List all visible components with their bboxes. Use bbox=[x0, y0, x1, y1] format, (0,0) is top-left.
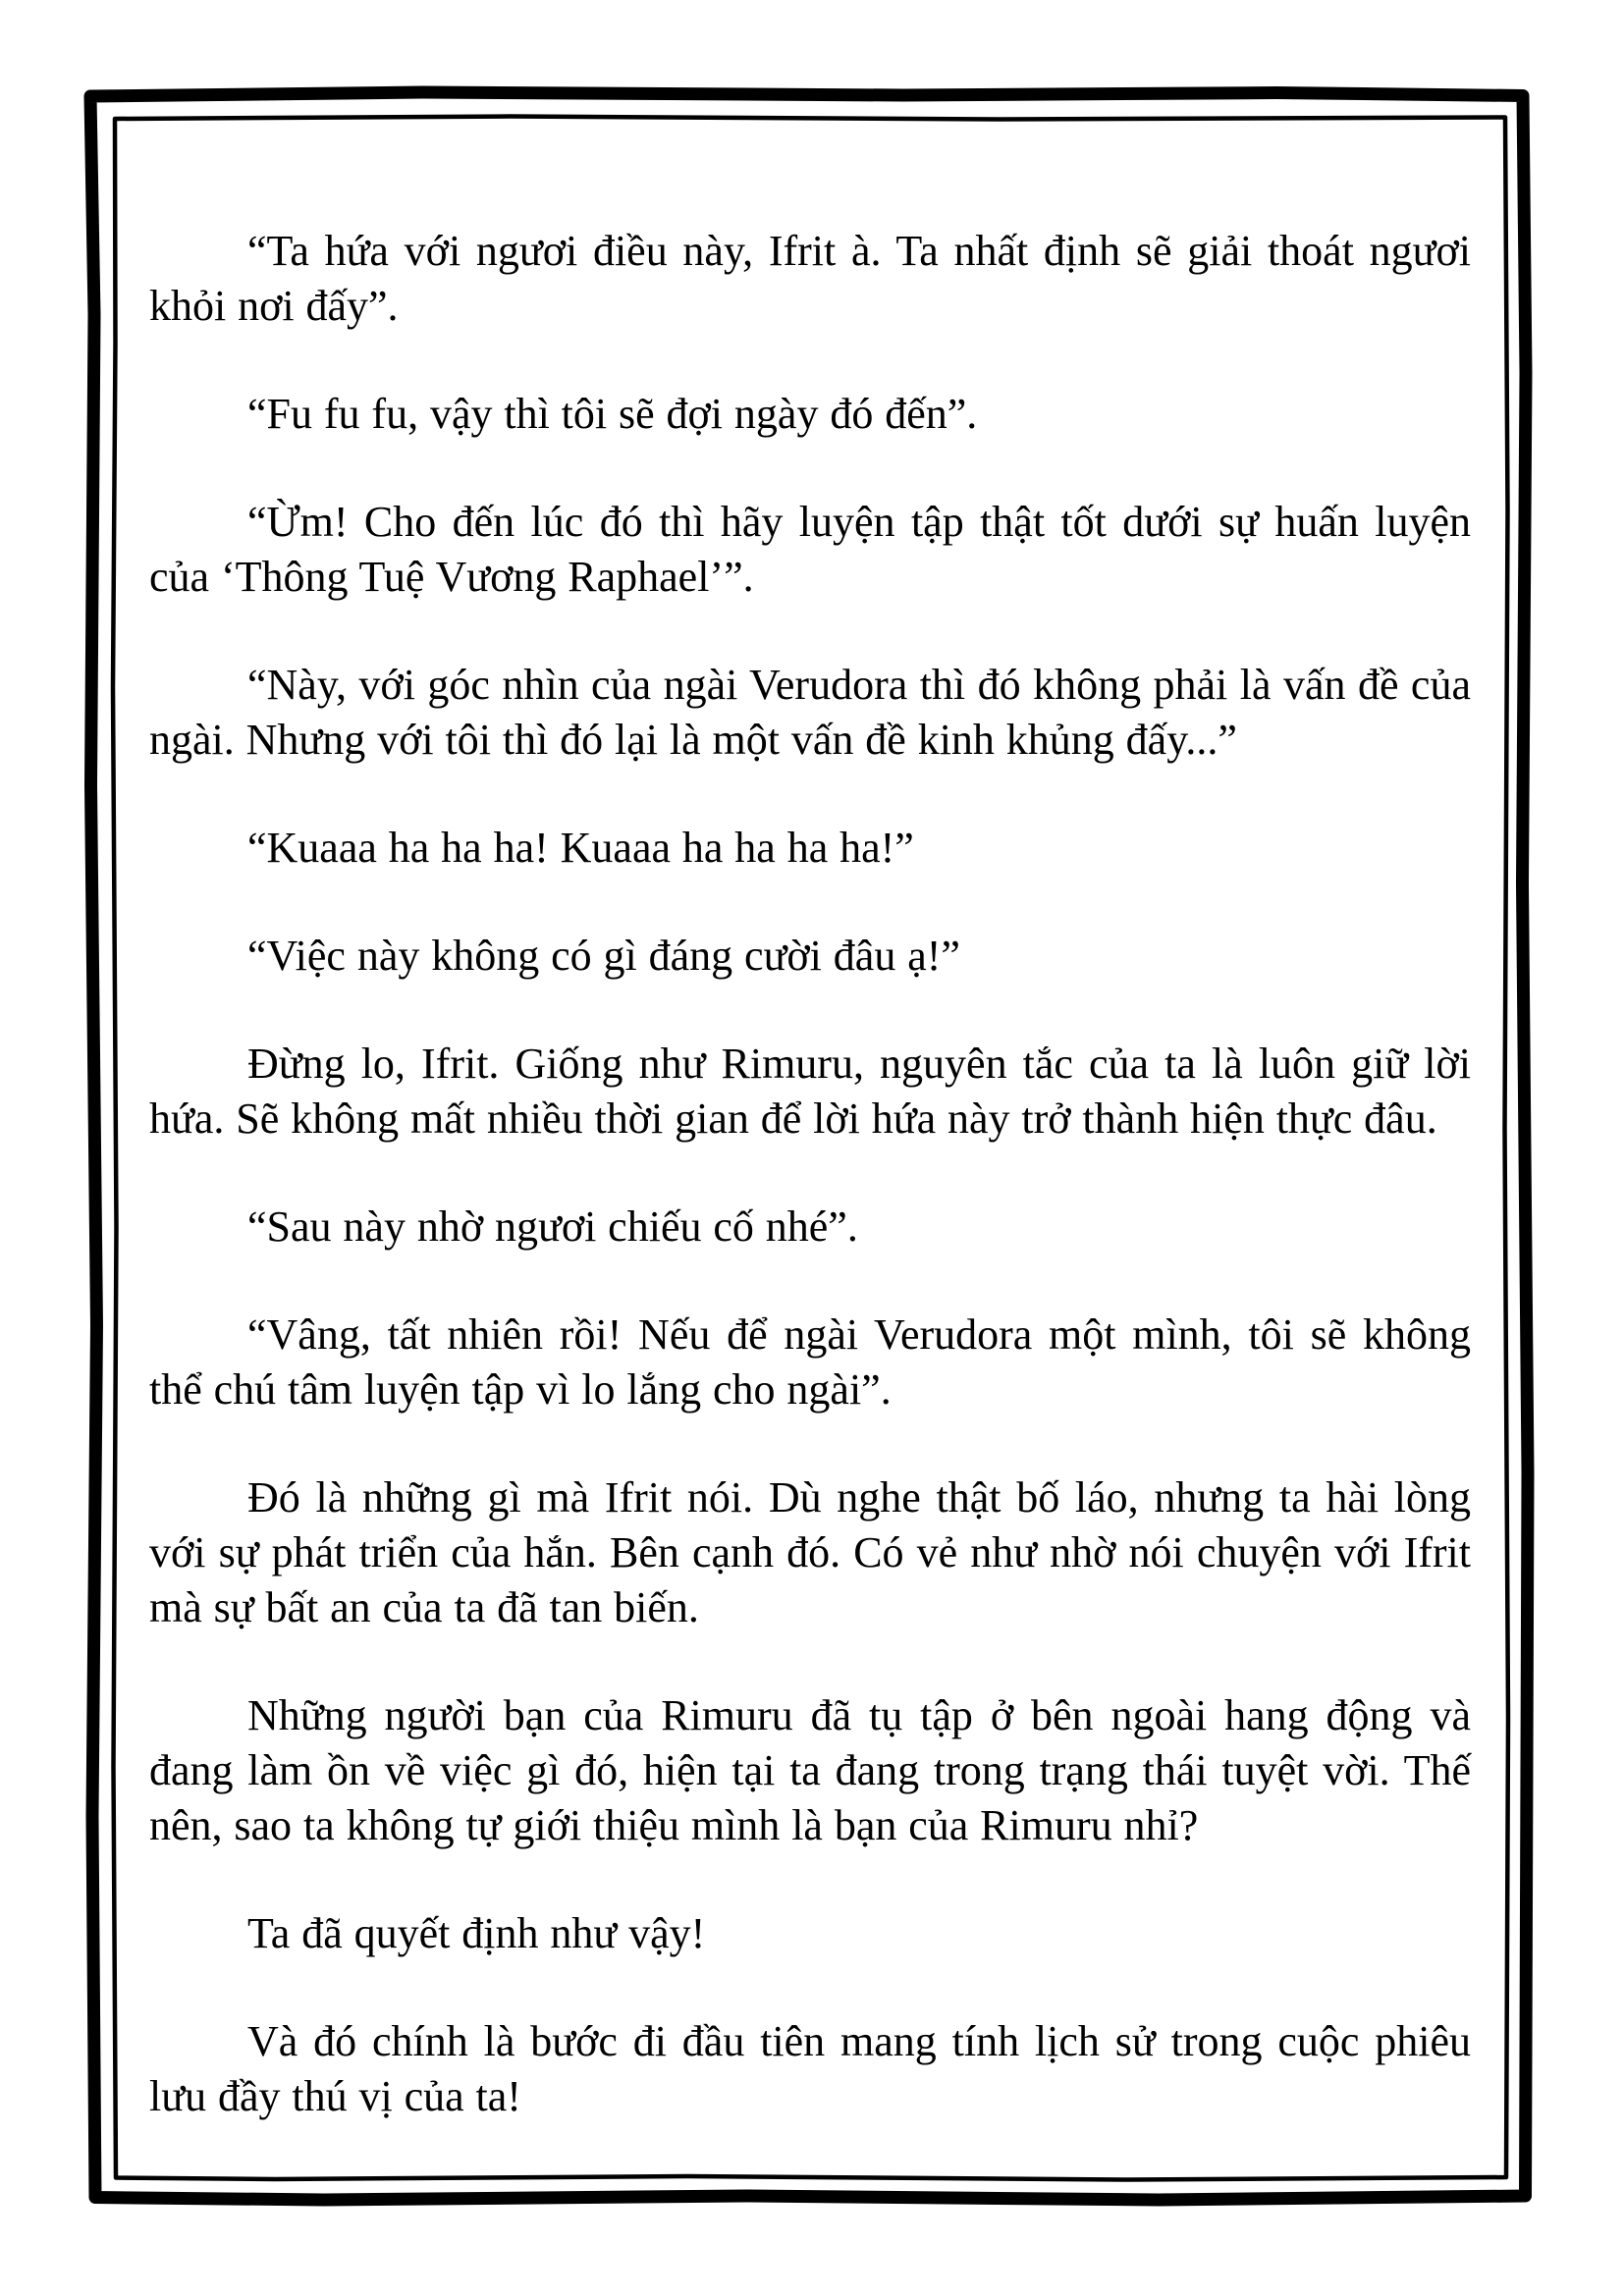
paragraph: “Sau này nhờ ngươi chiếu cố nhé”. bbox=[247, 1202, 858, 1251]
paragraph: “Ừm! Cho đến lúc đó thì hãy luyện tập thật tốt dưới sự huấn luyện của ‘Thông Tuệ Vương Raphael’”. bbox=[149, 498, 1471, 601]
paragraph: “Ta hứa với ngươi điều này, Ifrit à. Ta nhất định sẽ giải thoát ngươi khỏi nơi đấy”. bbox=[149, 227, 1471, 330]
paragraph: “Vâng, tất nhiên rồi! Nếu để ngài Verudora một mình, tôi sẽ không thể chú tâm luyện tập vì lo lắng cho ngài”. bbox=[149, 1310, 1471, 1414]
paragraph: Đừng lo, Ifrit. Giống như Rimuru, nguyên tắc của ta là luôn giữ lời hứa. Sẽ không mất nhiều thời gian để lời hứa này trở thành hiện thực đâu. bbox=[149, 1040, 1471, 1143]
paragraph: Những người bạn của Rimuru đã tụ tập ở bên ngoài hang động và đang làm ồn về việc gì đó, hiện tại ta đang trong trạng thái tuyệt vời. Thế nên, sao ta không tự giới thiệu mình là bạn của Rimuru nhỉ? bbox=[149, 1691, 1471, 1849]
paragraph: “Này, với góc nhìn của ngài Verudora thì đó không phải là vấn đề của ngài. Nhưng với tôi thì đó lại là một vấn đề kinh khủng đấy...” bbox=[149, 661, 1471, 764]
paragraph: Ta đã quyết định như vậy! bbox=[247, 1909, 706, 1957]
paragraph: Đó là những gì mà Ifrit nói. Dù nghe thật bố láo, nhưng ta hài lòng với sự phát triển của hắn. Bên cạnh đó. Có vẻ như nhờ nói chuyện với Ifrit mà sự bất an của ta đã tan biến. bbox=[149, 1473, 1471, 1631]
paragraph: “Fu fu fu, vậy thì tôi sẽ đợi ngày đó đến”. bbox=[247, 390, 978, 438]
paragraph: “Việc này không có gì đáng cười đâu ạ!” bbox=[247, 932, 960, 980]
paragraph: Và đó chính là bước đi đầu tiên mang tính lịch sử trong cuộc phiêu lưu đầy thú vị của ta! bbox=[149, 2017, 1471, 2120]
paragraph: “Kuaaa ha ha ha! Kuaaa ha ha ha ha!” bbox=[247, 824, 914, 872]
text-body bbox=[149, 224, 1471, 2177]
